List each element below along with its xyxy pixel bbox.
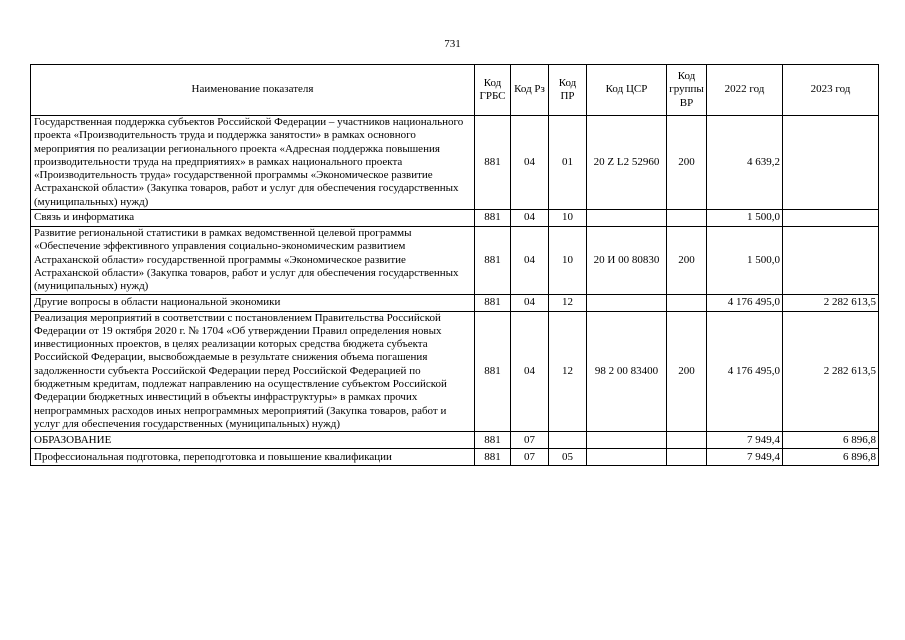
table-row [31,432,879,449]
table-row [31,294,879,311]
row-grbs: 881 [475,116,511,210]
header-2022: 2022 год [707,65,783,116]
row-pr: 12 [549,311,587,432]
row-rz: 07 [511,449,549,466]
row-2022: 7 949,4 [707,449,783,466]
row-2022: 7 949,4 [707,432,783,449]
row-vr [667,294,707,311]
row-2022: 1 500,0 [707,227,783,294]
row-2022: 4 176 495,0 [707,311,783,432]
row-name: Связь и информатика [31,210,475,227]
header-vr: Код группы ВР [667,65,707,116]
row-csr [587,294,667,311]
row-pr: 10 [549,210,587,227]
table-row [31,311,879,432]
row-rz: 07 [511,432,549,449]
budget-table [30,64,879,466]
row-vr: 200 [667,227,707,294]
row-csr [587,210,667,227]
row-name: Профессиональная подготовка, переподготовка и повышение квалификации [31,449,475,466]
row-2022: 4 176 495,0 [707,294,783,311]
row-2023: 2 282 613,5 [783,294,879,311]
table-row [31,116,879,210]
row-grbs: 881 [475,432,511,449]
row-name: Развитие региональной статистики в рамках ведомственной целевой программы «Обеспечение эффективного управления социально-экономическим развитием Астраханской области» государственной программы «Экономическое развитие Астраханской области» (Закупка товаров, работ и услуг для обеспечения государственных (муниципальных) нужд) [31,227,475,294]
row-grbs: 881 [475,294,511,311]
row-2023: 6 896,8 [783,432,879,449]
row-grbs: 881 [475,210,511,227]
row-name: ОБРАЗОВАНИЕ [31,432,475,449]
row-vr [667,449,707,466]
header-rz: Код Рз [511,65,549,116]
row-rz: 04 [511,210,549,227]
row-pr: 10 [549,227,587,294]
row-csr [587,449,667,466]
row-2022: 1 500,0 [707,210,783,227]
row-grbs: 881 [475,449,511,466]
row-name: Другие вопросы в области национальной экономики [31,294,475,311]
row-name: Реализация мероприятий в соответствии с постановлением Правительства Российской Федерации от 19 октября 2020 г. № 1704 «Об утверждении Правил определения новых инвестиционных проектов, в целях реализации которых средства бюджета субъекта Российской Федерации, высвобождаемые в результате снижения объема погашения задолженности субъекта Российской Федерации перед Российской Федерацией по бюджетным кредитам, подлежат направлению на осуществление субъектом Российской Федерации бюджетных инвестиций в объекты инфраструктуры» в рамках прочих непрограммных расходов иных непрограммных мероприятий (Закупка товаров, работ и услуг для обеспечения государственных (муниципальных) нужд) [31,311,475,432]
row-pr: 05 [549,449,587,466]
row-pr: 12 [549,294,587,311]
row-rz: 04 [511,227,549,294]
header-name: Наименование показателя [31,65,475,116]
row-rz: 04 [511,311,549,432]
row-vr [667,432,707,449]
header-row [31,65,879,116]
row-vr: 200 [667,116,707,210]
row-vr: 200 [667,311,707,432]
page-number: 731 [444,38,461,50]
header-grbs: Код ГРБС [475,65,511,116]
row-2023: 6 896,8 [783,449,879,466]
row-grbs: 881 [475,311,511,432]
row-name: Государственная поддержка субъектов Российской Федерации – участников национального проекта «Производительность труда и поддержка занятости» в рамках основного мероприятия по реализации регионального проекта «Адресная поддержка повышения производительности труда на предприятиях» в рамках национального проекта «Производительность труда» государственной программы «Экономическое развитие Астраханской области» (Закупка товаров, работ и услуг для обеспечения государственных (муниципальных) нужд) [31,116,475,210]
row-vr [667,210,707,227]
table-row [31,449,879,466]
row-rz: 04 [511,116,549,210]
row-csr: 20 Z L2 52960 [587,116,667,210]
row-csr: 20 И 00 80830 [587,227,667,294]
row-pr [549,432,587,449]
header-pr: Код ПР [549,65,587,116]
row-grbs: 881 [475,227,511,294]
header-2023: 2023 год [783,65,879,116]
row-csr [587,432,667,449]
table-row [31,227,879,294]
row-2023 [783,227,879,294]
header-csr: Код ЦСР [587,65,667,116]
table-row [31,210,879,227]
row-2023 [783,210,879,227]
row-rz: 04 [511,294,549,311]
row-2022: 4 639,2 [707,116,783,210]
row-pr: 01 [549,116,587,210]
row-2023 [783,116,879,210]
row-2023: 2 282 613,5 [783,311,879,432]
row-csr: 98 2 00 83400 [587,311,667,432]
